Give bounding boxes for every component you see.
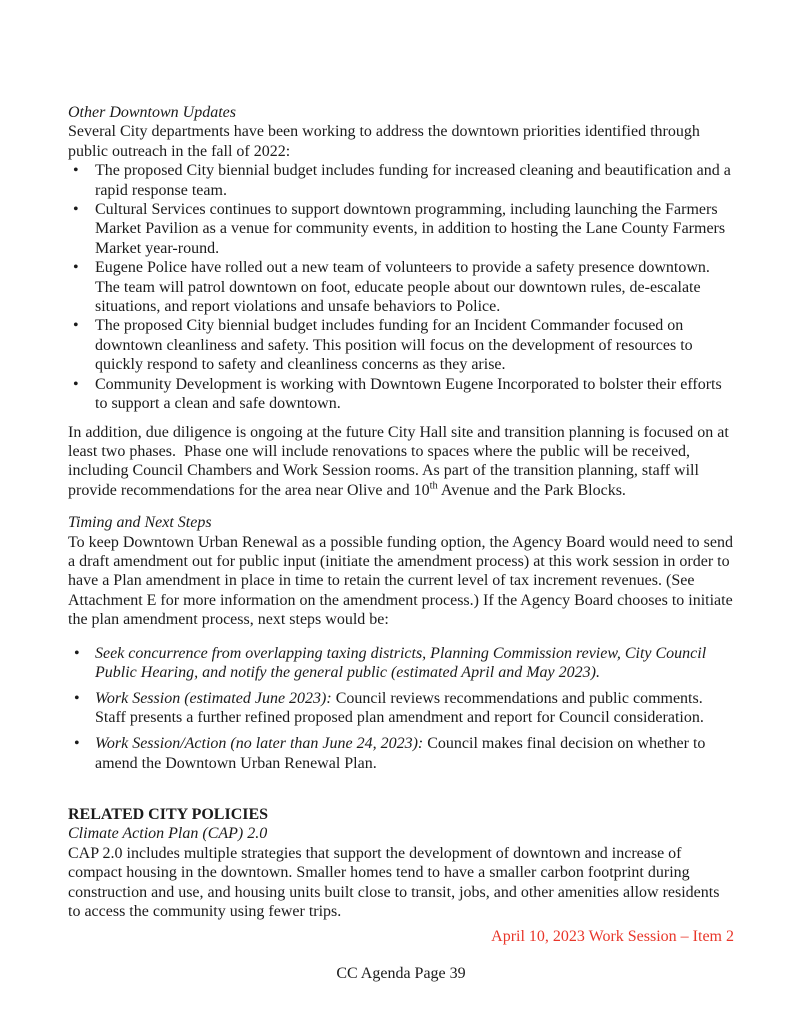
other-updates-intro: Several City departments have been working to address the downtown priorities identified through public outreach in the fall of 2022:	[68, 123, 704, 160]
climate-action-plan-subheading: Climate Action Plan (CAP) 2.0	[68, 825, 268, 843]
list-item: • Eugene Police have rolled out a new team of volunteers to provide a safety presence downtown. The team will patrol downtown on foot, educate people about our downtown rules, de-escalate situations, and report violations and unsafe behaviors to Police.	[68, 258, 734, 316]
step-regular-text: Council reviews recommendations and public comments. Staff presents a further refined proposed plan amendment and report for Council consideration.	[95, 689, 707, 727]
other-updates-heading: Other Downtown Updates	[68, 104, 236, 121]
list-item: • The proposed City biennial budget includes funding for increased cleaning and beautification and a rapid response team.	[68, 161, 734, 200]
section-other-downtown-updates	[68, 103, 734, 414]
timing-intro: To keep Downtown Urban Renewal as a possible funding option, the Agency Board would need to send a draft amendment out for public input (initiate the amendment process) at this work session in order to have a Plan amendment in place in time to retain the current level of tax increment revenues. (See Attachment E for more information on the amendment process.) If the Agency Board chooses to initiate the plan amendment process, next steps would be:	[68, 533, 737, 629]
step-regular-text: Council makes final decision on whether to amend the Downtown Urban Renewal Plan.	[95, 735, 710, 772]
step-italic-text: Work Session/Action (no later than June 24, 2023):	[95, 735, 428, 753]
list-item: • Community Development is working with Downtown Eugene Incorporated to bolster their efforts to support a clean and safe downtown.	[68, 375, 734, 414]
list-item: • The proposed City biennial budget includes funding for an Incident Commander focused on downtown cleanliness and safety. This position will focus on the development of resources to quickly respond to safety and cleanliness concerns as they arise.	[68, 316, 734, 374]
work-session-note: April 10, 2023 Work Session – Item 2	[491, 928, 734, 946]
list-item	[68, 734, 734, 773]
timing-heading: Timing and Next Steps	[68, 514, 212, 532]
city-hall-text-before: In addition, due diligence is ongoing at the future City Hall site and transition planning is focused on at least two phases. Phase one will include renovations to spaces where the public will be received, including Council Chambers and Work Session rooms. As part of the transition planning, staff will provide recommendations for the area near Olive and 10	[68, 423, 733, 499]
related-policies-heading: RELATED CITY POLICIES	[68, 806, 269, 823]
step-italic-text: Work Session (estimated June 2023):	[95, 689, 336, 707]
ordinal-superscript: th	[429, 480, 438, 492]
step-italic-text: Seek concurrence from overlapping taxing districts, Planning Commission review, City Council Public Hearing, and notify the general public (estimated April and May 2023).	[95, 644, 711, 681]
climate-action-plan-paragraph: CAP 2.0 includes multiple strategies that support the development of downtown and increase of compact housing in the downtown. Smaller homes tend to have a smaller carbon footprint during construction and use, and housing units built close to transit, jobs, and other amenities allow residents to access the community using fewer trips.	[68, 844, 724, 921]
section-timing-next-steps	[68, 513, 737, 773]
city-hall-paragraph	[68, 423, 734, 501]
list-item: • Cultural Services continues to support downtown programming, including launching the Farmers Market Pavilion as a venue for community events, in addition to hosting the Lane County Farmers Market year-round.	[68, 200, 734, 258]
downtown-updates-list	[68, 161, 734, 413]
list-item	[68, 689, 734, 728]
city-hall-text-after: Avenue and the Park Blocks.	[437, 481, 626, 499]
page-number-label: CC Agenda Page 39	[336, 964, 466, 982]
next-steps-list	[68, 644, 734, 773]
section-related-city-policies	[68, 805, 734, 921]
list-item	[68, 644, 734, 683]
